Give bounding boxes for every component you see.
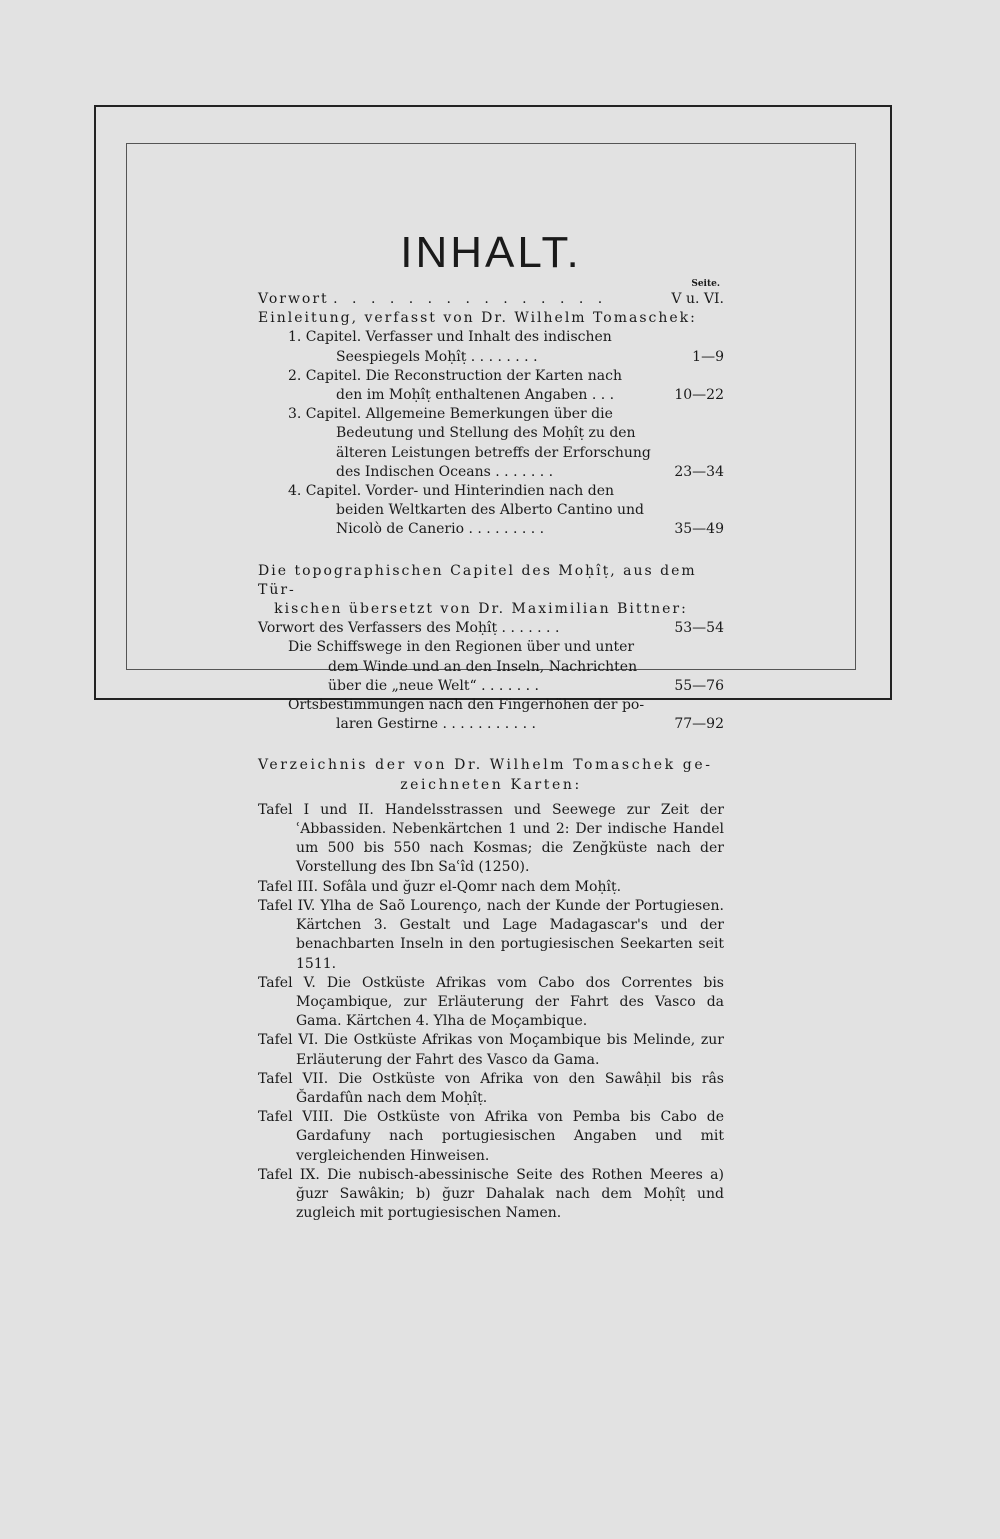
toc-page-number: 1—9 <box>692 348 724 365</box>
toc-entry-label: Vorwort <box>258 291 329 307</box>
toc-page-number: V u. VI. <box>671 291 724 307</box>
toc-page-number: 10—22 <box>674 387 724 404</box>
section-heading-einleitung: Einleitung, verfasst von Dr. Wilhelm Tomaschek: <box>258 310 697 327</box>
toc-page-number: 77—92 <box>674 716 724 733</box>
section-heading-topographische-capitel: Die topographischen Capitel des Moḥîṭ, aus dem Tür- kischen übersetzt von Dr. Maximilian Bittner: <box>258 562 697 618</box>
toc-entry-ortsbestimmungen: Ortsbestimmungen nach den Fingerhöhen der po- laren Gestirne . . . . . . . . . . . 77—92 <box>258 696 724 734</box>
toc-entry-vorwort-verfasser: Vorwort des Verfassers des Moḥîṭ . . . . . . . 53—54 <box>258 619 724 638</box>
toc-entry-chapter-3: 3. Capitel. Allgemeine Bemerkungen über die Bedeutung und Stellung des Moḥîṭ zu den älteren Leistungen betreffs der Erforschung des Indischen Oceans . . . . . . . 23—34 <box>258 405 724 482</box>
section-heading-karten: Verzeichnis der von Dr. Wilhelm Tomaschek ge- zeichneten Karten: <box>258 757 713 793</box>
toc-entry-chapter-1: 1. Capitel. Verfasser und Inhalt des indischen Seespiegels Moḥîṭ . . . . . . . . 1—9 <box>258 328 724 366</box>
toc-entry-chapter-2: 2. Capitel. Die Reconstruction der Karten nach den im Moḥîṭ enthaltenen Angaben . . . 10—22 <box>258 367 724 405</box>
toc-entry-schiffswege: Die Schiffswege in den Regionen über und unter dem Winde und an den Inseln, Nachrichten über die „neue Welt“ . . . . . . . 55—76 <box>258 638 724 696</box>
tafel-entry-5: Tafel V. Die Ostküste Afrikas vom Cabo dos Correntes bis Moçambique, zur Erläuterung der Fahrt des Vasco da Gama. Kärtchen 4. Ylha de Moçambique. <box>258 974 724 1030</box>
toc-dots: . . . . . . . . . . . . . . . <box>333 291 608 307</box>
tafel-entry-3: Tafel III. Sofâla und ğuzr el-Qomr nach dem Moḥîṭ. <box>258 878 622 895</box>
toc-page-number: 55—76 <box>674 677 724 694</box>
toc-body <box>258 290 724 1223</box>
tafel-entry-4: Tafel IV. Ylha de Saõ Lourenço, nach der Kunde der Portugiesen. Kärtchen 3. Gestalt und Lage Madagascar's und der benachbarten Inseln in den portugiesischen Seekarten seit 1511. <box>258 897 724 972</box>
page-column-label: Seite. <box>691 279 720 289</box>
page-title: INHALT. <box>400 228 582 277</box>
tafel-entry-8: Tafel VIII. Die Ostküste von Afrika von Pemba bis Cabo de Gardafuny nach portugiesischen Angaben und mit vergleichenden Hinweisen. <box>258 1109 724 1164</box>
toc-page-number: 53—54 <box>674 620 724 637</box>
tafel-entry-6: Tafel VI. Die Ostküste Afrikas von Moçambique bis Melinde, zur Erläuterung der Fahrt des Vasco da Gama. <box>258 1032 724 1068</box>
tafel-entry-9: Tafel IX. Die nubisch-abessinische Seite des Rothen Meeres a) ğuzr Sawâkin; b) ğuzr Dahalak nach dem Moḥîṭ und zugleich mit portugiesischen Namen. <box>258 1166 724 1222</box>
toc-page-number: 35—49 <box>674 521 724 538</box>
tafel-entry-1: Tafel I und II. Handelsstrassen und Seewege zur Zeit der ʿAbbassiden. Nebenkärtchen 1 und 2: Der indische Handel um 500 bis 550 nach Kosmas; die Zenğküste nach der Vorstellung des Ibn Saʿîd (1250). <box>258 801 724 876</box>
toc-entry-chapter-4: 4. Capitel. Vorder- und Hinterindien nach den beiden Weltkarten des Alberto Cantino und Nicolò de Canerio . . . . . . . . . 35—49 <box>258 482 724 540</box>
toc-page-number: 23—34 <box>674 463 724 480</box>
tafel-entry-7: Tafel VII. Die Ostküste von Afrika von den Sawâḥil bis râs Ğardafûn nach dem Moḥîṭ. <box>258 1070 724 1106</box>
table-of-contents <box>258 230 724 1223</box>
toc-entry-vorwort <box>258 290 724 309</box>
